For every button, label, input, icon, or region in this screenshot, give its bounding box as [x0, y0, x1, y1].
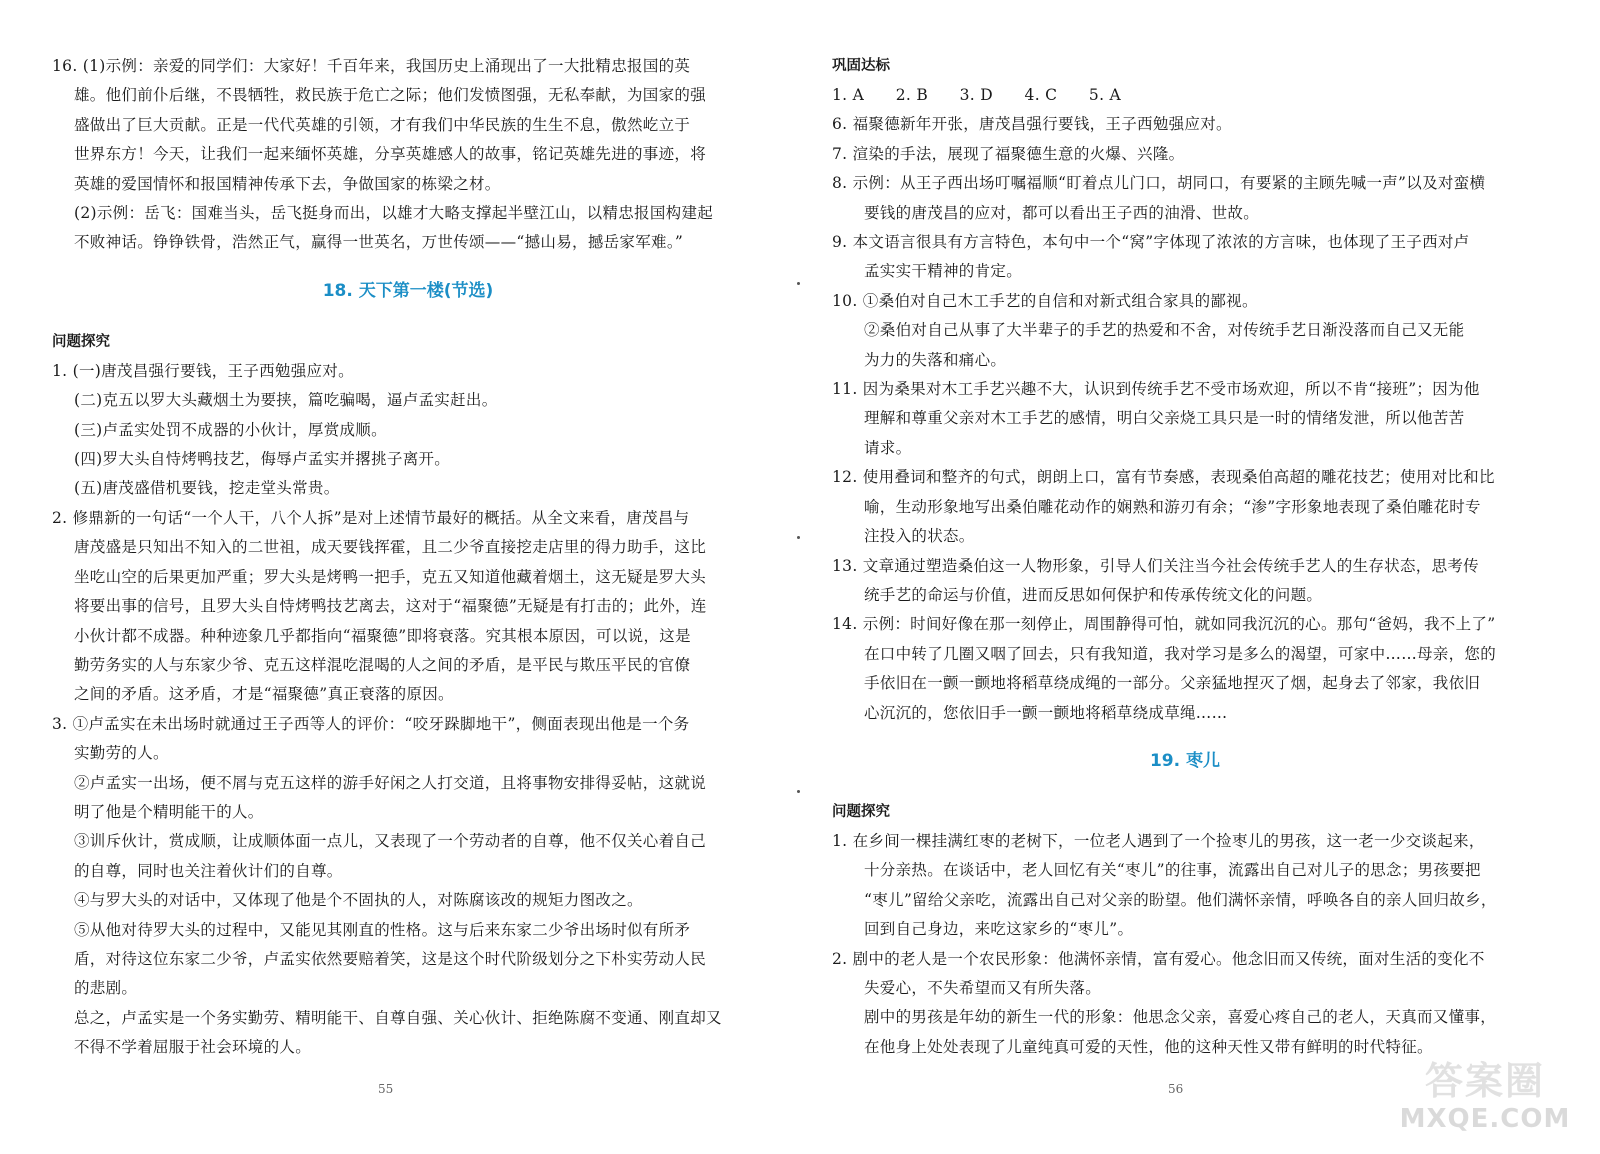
watermark-logo: [1385, 1050, 1585, 1145]
text-line: 12. 使用叠词和整齐的句式，朗朗上口，富有节奏感，表现桑伯高超的雕花技艺；使用对比和比: [832, 468, 1495, 487]
text-line: 为力的失落和痛心。: [864, 350, 1007, 369]
text-line: 14. 示例：时间好像在那一刻停止，周围静得可怕，就如同我沉沉的心。那句“爸妈，我不上了”: [832, 615, 1496, 634]
text-line: 失爱心，不失希望而又有所失落。: [864, 978, 1102, 997]
watermark-url: MXQE.COM: [1399, 1104, 1571, 1134]
text-line: ②卢孟实一出场，便不屑与克五这样的游手好闲之人打交道，且将事物安排得妥帖，这就说: [74, 773, 707, 792]
section-title-consolidate: 巩固达标: [832, 58, 890, 74]
text-line: 8. 示例：从王子西出场叮嘱福顺“盯着点儿门口，胡同口，有要紧的主顾先喊一声”以及对蛮横: [832, 174, 1486, 193]
text-line: 请求。: [864, 438, 912, 457]
text-line: 1. (一)唐茂昌强行要钱，王子西勉强应对。: [52, 361, 354, 380]
text-line: ③训斥伙计，赏成顺，让成顺体面一点儿，又表现了一个劳动者的自尊，他不仅关心着自己: [74, 832, 707, 851]
text-line: “枣儿”留给父亲吃，流露出自己对父亲的盼望。他们满怀亲情，呼唤各自的亲人回归故乡，: [864, 890, 1497, 909]
left-page: [52, 52, 764, 1063]
text-line: 2. 剧中的老人是一个农民形象：他满怀亲情，富有爱心。他念旧而又传统，面对生活的变化不: [832, 949, 1485, 968]
text-line: (四)罗大头自恃烤鸭技艺，侮辱卢孟实并撂挑子离开。: [74, 450, 451, 469]
text-line: 孟实实干精神的肯定。: [864, 262, 1023, 281]
page-number-left: 55: [378, 1082, 394, 1096]
text-line: 盛做出了巨大贡献。正是一代代英雄的引领，才有我们中华民族的生生不息，傲然屹立于: [74, 115, 691, 134]
answer-list: [832, 81, 1538, 728]
text-line: 手依旧在一颤一颤地将稻草绕成绳的一部分。父亲猛地捏灭了烟，起身去了邻家，我依旧: [864, 674, 1481, 693]
text-line: 的自尊，同时也关注着伙计们的自尊。: [74, 861, 343, 880]
text-line: 2. 修鼎新的一句话“一个人干，八个人拆”是对上述情节最好的概括。从全文来看，唐茂昌与: [52, 508, 690, 527]
text-line: ④与罗大头的对话中，又体现了他是个不固执的人，对陈腐该改的规矩力图改之。: [74, 891, 643, 910]
text-line: (五)唐茂盛借机要钱，挖走堂头常贵。: [74, 479, 340, 498]
text-line: 7. 渲染的手法，展现了福聚德生意的火爆、兴隆。: [832, 144, 1185, 163]
text-line: 雄。他们前仆后继，不畏牺牲，救民族于危亡之际；他们发愤图强，无私奉献，为国家的强: [74, 86, 707, 105]
text-line: 明了他是个精明能干的人。: [74, 802, 264, 821]
text-line: (三)卢孟实处罚不成器的小伙计，厚赏成顺。: [74, 420, 387, 439]
answer-list: [832, 827, 1538, 1062]
text-line: 世界东方！今天，让我们一起来缅怀英雄，分享英雄感人的故事，铭记英雄先进的事迹，将: [74, 145, 707, 164]
text-line: 之间的矛盾。这矛盾，才是“福聚德”真正衰落的原因。: [74, 685, 454, 704]
watermark-text: 答案圈: [1424, 1059, 1545, 1103]
text-line: 在口中转了几圈又咽了回去，只有我知道，我对学习是多么的渴望，可家中……母亲，您的: [864, 644, 1497, 663]
text-line: 十分亲热。在谈话中，老人回忆有关“枣儿”的往事，流露出自己对儿子的思念；男孩要把: [864, 861, 1481, 880]
text-line: 理解和尊重父亲对木工手艺的感情，明白父亲烧工具只是一时的情绪发泄，所以他苦苦: [864, 409, 1465, 428]
section-title-explore: 问题探究: [52, 333, 110, 350]
text-line: 16. (1)示例：亲爱的同学们：大家好！千百年来，我国历史上涌现出了一大批精忠报国的英: [52, 57, 691, 75]
text-line: 不败神话。铮铮铁骨，浩然正气，赢得一世英名，万世传颂——“撼山易，撼岳家军难。”: [74, 233, 684, 252]
chapter-19-title: 19. 枣儿: [1149, 750, 1221, 771]
text-line: 剧中的男孩是年幼的新生一代的形象：他思念父亲，喜爱心疼自己的老人，天真而又懂事，: [864, 1008, 1497, 1027]
margin-dot: [797, 282, 800, 285]
text-line: 唐茂盛是只知出不知入的二世祖，成天要钱挥霍，且二少爷直接挖走店里的得力助手，这比: [74, 538, 707, 557]
text-line: 11. 因为桑果对木工手艺兴趣不大，认识到传统手艺不受市场欢迎，所以不肯“接班”；因为他: [832, 380, 1480, 399]
text-line: 要钱的唐茂昌的应对，都可以看出王子西的油滑、世故。: [864, 203, 1260, 222]
text-line: 不得不学着屈服于社会环境的人。: [74, 1038, 312, 1057]
text-line: ②桑伯对自己从事了大半辈子的手艺的热爱和不舍，对传统手艺日渐没落而自己又无能: [864, 321, 1465, 340]
chapter-18-title: 18. 天下第一楼(节选): [322, 280, 494, 301]
text-line: 盾，对待这位东家二少爷，卢孟实依然要赔着笑，这是这个时代阶级划分之下朴实劳动人民: [74, 949, 707, 968]
margin-dot: [797, 790, 800, 793]
text-line: 13. 文章通过塑造桑伯这一人物形象，引导人们关注当今社会传统手艺人的生存状态，思考传: [832, 556, 1479, 575]
text-line: (2)示例：岳飞：国难当头，岳飞挺身而出，以雄才大略支撑起半壁江山，以精忠报国构建起: [74, 204, 714, 223]
margin-dot: [797, 536, 800, 539]
text-line: ⑤从他对待罗大头的过程中，又能见其刚直的性格。这与后来东家二少爷出场时似有所矛: [74, 920, 691, 939]
text-line: 的悲剧。: [74, 979, 138, 998]
text-line: 坐吃山空的后果更加严重；罗大头是烤鸭一把手，克五又知道他藏着烟土，这无疑是罗大头: [74, 567, 707, 586]
text-line: 10. ①桑伯对自己木工手艺的自信和对新式组合家具的鄙视。: [832, 291, 1258, 310]
text-line: 喻，生动形象地写出桑伯雕花动作的娴熟和游刃有余；“渗”字形象地表现了桑伯雕花时专: [864, 497, 1481, 516]
page-number-right: 56: [1168, 1082, 1184, 1096]
text-line: (二)克五以罗大头藏烟土为要挟，篇吃骗喝，逼卢孟实赶出。: [74, 391, 498, 410]
text-line: 总之，卢孟实是一个务实勤劳、精明能干、自尊自强、关心伙计、拒绝陈腐不变通、刚直却又: [74, 1008, 722, 1027]
right-page: [832, 52, 1538, 1062]
text-line: 6. 福聚德新年开张，唐茂昌强行要钱，王子西勉强应对。: [832, 115, 1232, 134]
text-line: 统手艺的命运与价值，进而反思如何保护和传承传统文化的问题。: [864, 585, 1323, 604]
text-line: 3. ①卢孟实在未出场时就通过王子西等人的评价：“咬牙跺脚地干”，侧面表现出他是一个务: [52, 714, 690, 733]
text-line: 小伙计都不成器。种种迹象几乎都指向“福聚德”即将衰落。究其根本原因，可以说，这是: [74, 626, 691, 645]
text-line: 实勤劳的人。: [74, 744, 169, 763]
text-line: 9. 本文语言很具有方言特色，本句中一个“窝”字体现了浓浓的方言味，也体现了王子西对卢: [832, 233, 1470, 252]
text-line: 将要出事的信号，且罗大头自恃烤鸭技艺离去，这对于“福聚德”无疑是有打击的；此外，连: [74, 597, 707, 616]
text-line: 英雄的爱国情怀和报国精神传承下去，争做国家的栋梁之材。: [74, 174, 501, 193]
text-line: 心沉沉的，您依旧手一颤一颤地将稻草绕成草绳……: [864, 703, 1228, 722]
answer-list: [52, 357, 764, 1063]
text-line: 注投入的状态。: [864, 527, 975, 546]
text-line: 1. 在乡间一棵挂满红枣的老树下，一位老人遇到了一个捡枣儿的男孩，这一老一少交谈起来，: [832, 831, 1485, 850]
text-line: 1. A 2. B 3. D 4. C 5. A: [832, 86, 1122, 104]
text-line: 勤劳务实的人与东家少爷、克五这样混吃混喝的人之间的矛盾，是平民与欺压平民的官僚: [74, 655, 691, 674]
answer-16-block: [52, 52, 764, 258]
text-line: 回到自己身边，来吃这家乡的“枣儿”。: [864, 920, 1134, 939]
section-title-explore: 问题探究: [832, 803, 890, 820]
text-line: 在他身上处处表现了儿童纯真可爱的天性，他的这种天性又带有鲜明的时代特征。: [864, 1037, 1433, 1056]
